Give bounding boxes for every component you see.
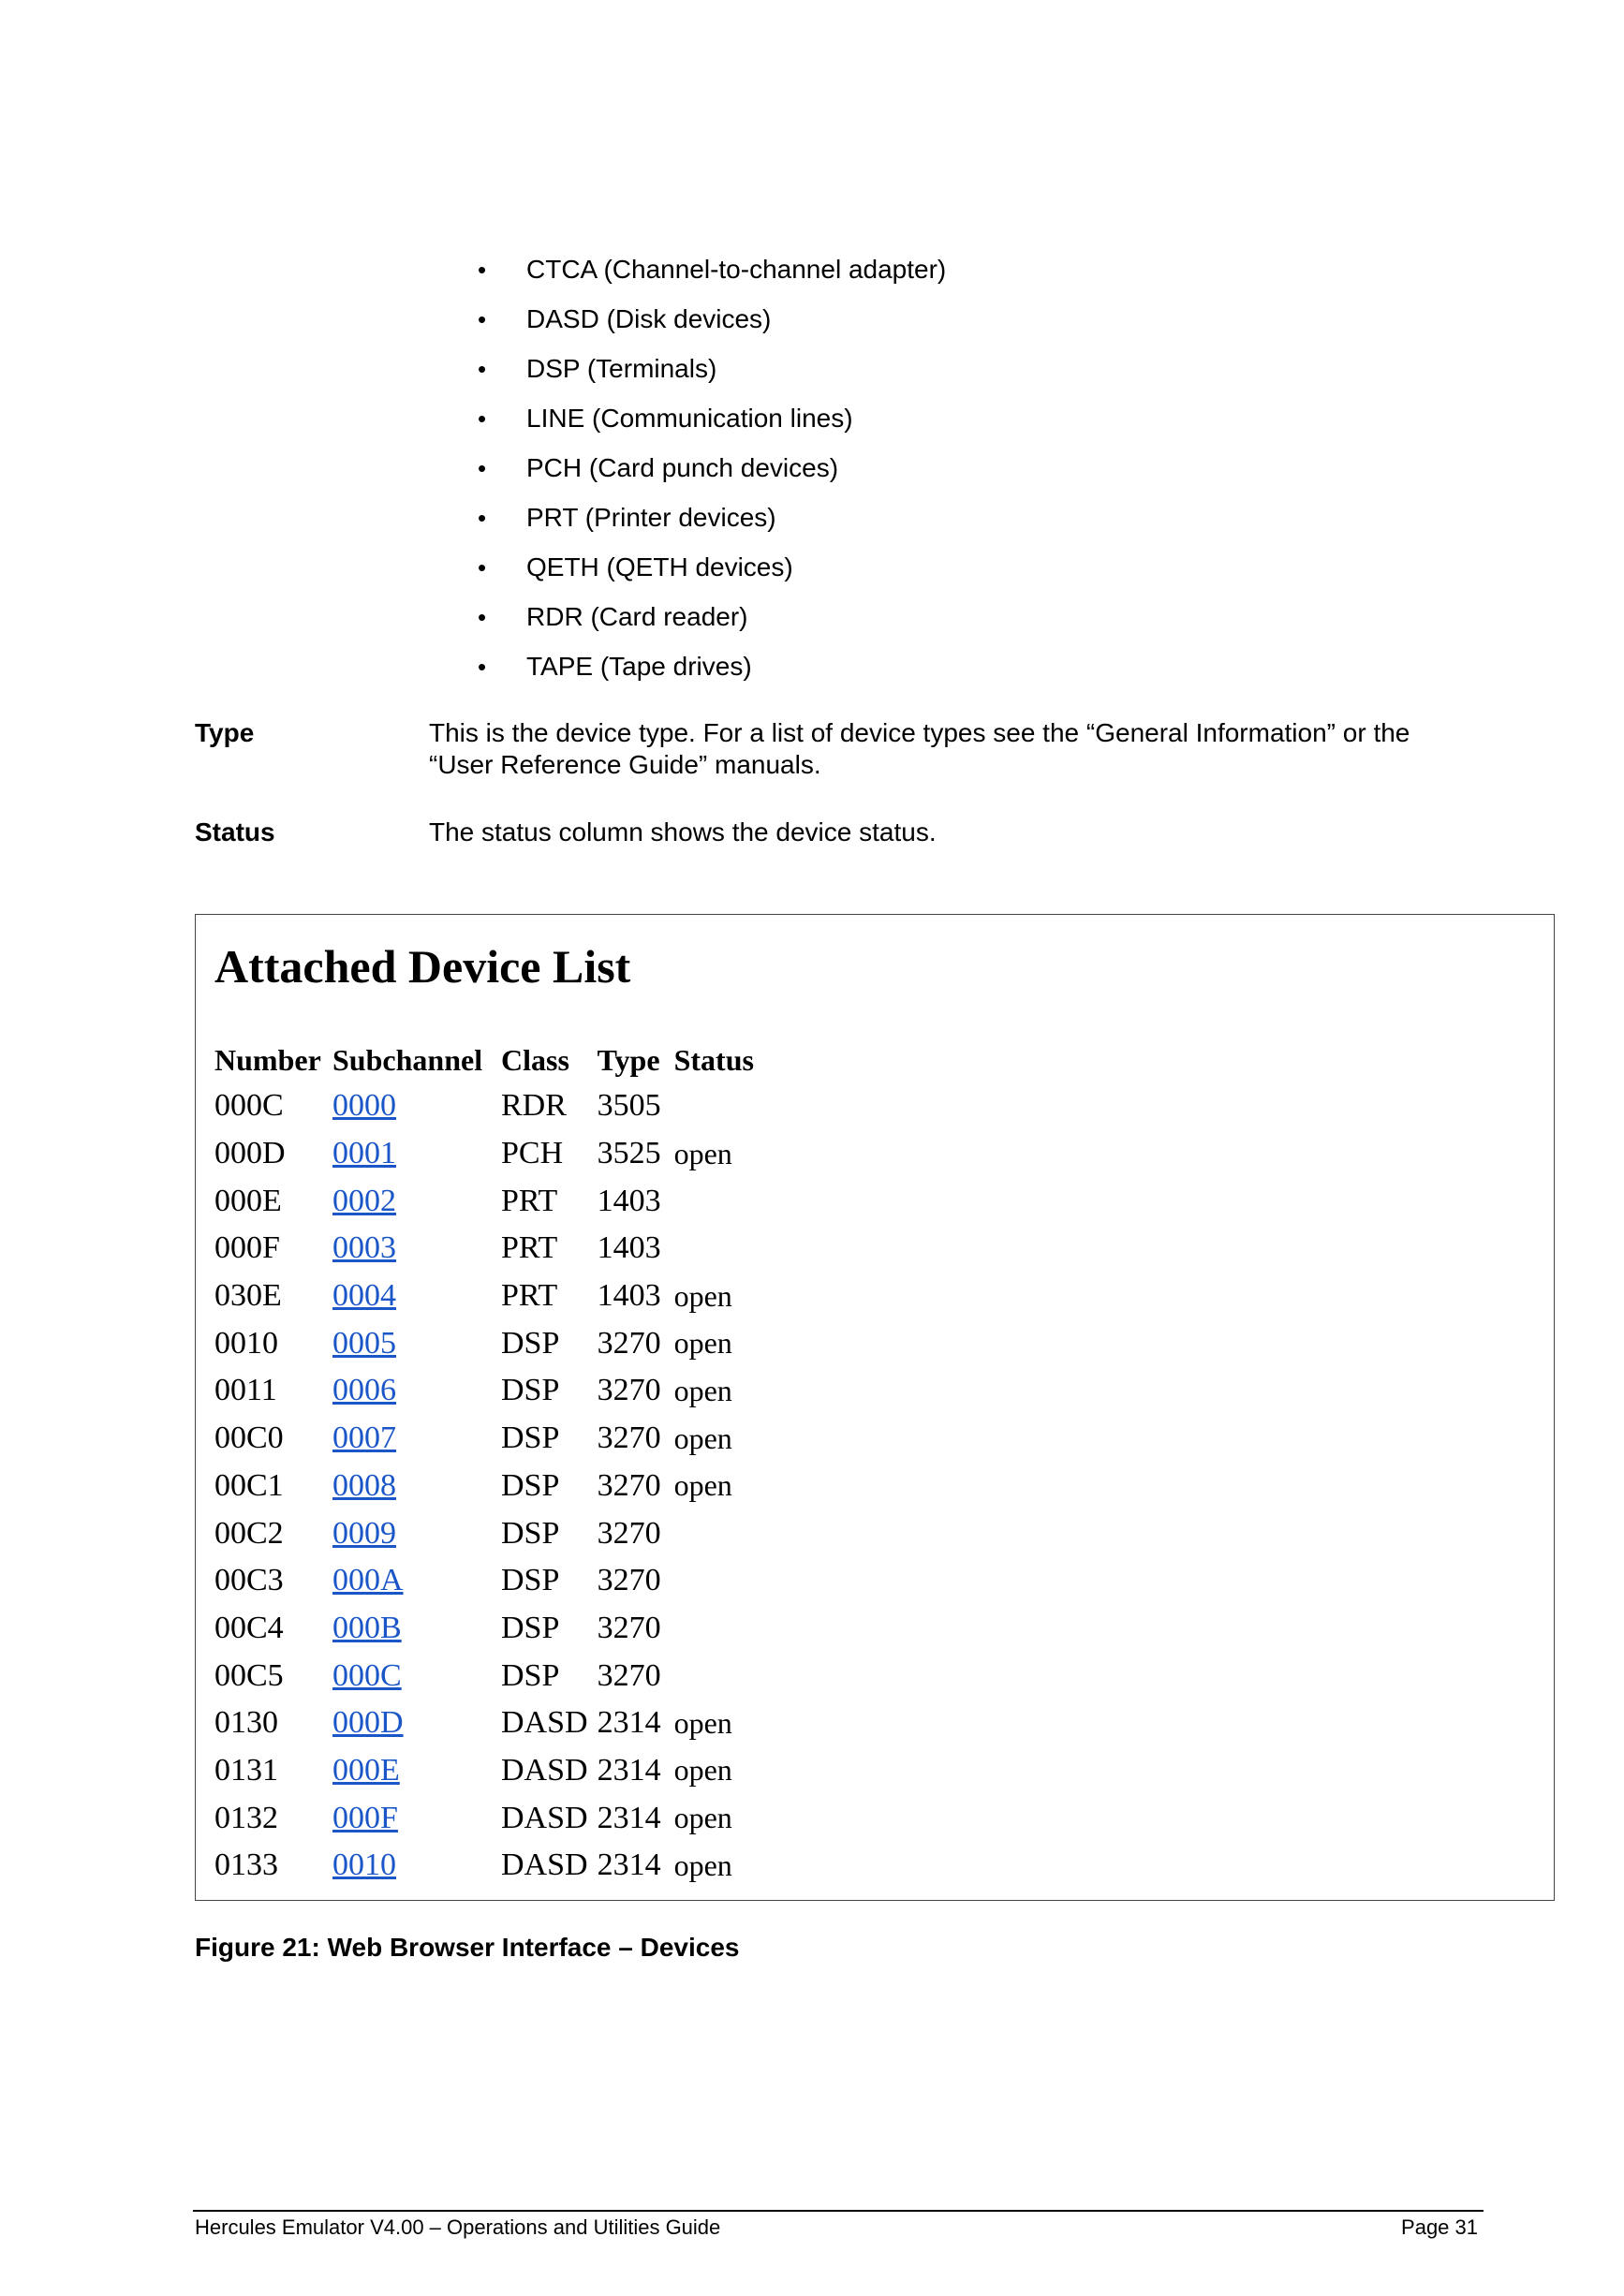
device-number-cell: 0010	[214, 1325, 278, 1361]
device-table-body	[211, 1082, 783, 1890]
definition-term: Type	[195, 718, 255, 747]
device-class-cell: DSP	[501, 1420, 560, 1456]
list-item: • DSP (Terminals)	[478, 350, 946, 400]
device-number-cell: 0131	[214, 1752, 278, 1788]
device-number-cell: 0132	[214, 1800, 278, 1835]
table-header-row	[211, 1038, 783, 1082]
subchannel-link[interactable]: 000D	[332, 1705, 404, 1741]
device-type-cell: 1403	[597, 1230, 661, 1266]
table-row	[211, 1557, 783, 1605]
device-status-cell	[671, 1509, 783, 1557]
device-class-cell: PRT	[501, 1183, 558, 1218]
subchannel-link[interactable]: 000E	[332, 1752, 400, 1788]
table-row	[211, 1700, 783, 1747]
subchannel-link[interactable]: 000B	[332, 1610, 402, 1645]
device-type-cell: 3270	[597, 1373, 661, 1408]
device-class-cell: DASD	[501, 1800, 588, 1835]
column-header-subchannel: Subchannel	[332, 1042, 483, 1077]
device-class-cell: DSP	[501, 1657, 560, 1693]
device-type-cell: 3270	[597, 1515, 661, 1551]
definition-description: This is the device type. For a list of device types see the “General Information” or the “User Reference Guide” manuals.	[429, 718, 1410, 779]
device-type-cell: 1403	[597, 1183, 661, 1218]
device-number-cell: 0130	[214, 1705, 278, 1741]
device-type-cell: 3270	[597, 1657, 661, 1693]
page-number: Page 31	[1401, 2215, 1478, 2239]
device-status-cell	[671, 1082, 783, 1130]
definition-description: The status column shows the device status.	[429, 817, 937, 846]
device-number-cell: 00C3	[214, 1563, 284, 1598]
figure-title: Attached Device List	[214, 940, 631, 993]
device-status-cell: open	[673, 1847, 732, 1882]
footer-title: Hercules Emulator V4.00 – Operations and Utilities Guide	[195, 2215, 721, 2239]
column-header-status: Status	[673, 1042, 754, 1077]
device-number-cell: 000E	[214, 1183, 282, 1218]
device-type-cell: 3505	[597, 1088, 661, 1124]
table-row	[211, 1842, 783, 1890]
table-row	[211, 1605, 783, 1653]
device-type-cell: 3270	[597, 1325, 661, 1361]
device-status-cell: open	[673, 1468, 732, 1503]
device-class-cell: DSP	[501, 1467, 560, 1503]
subchannel-link[interactable]: 0002	[332, 1183, 396, 1218]
device-class-cell: DSP	[501, 1325, 560, 1361]
subchannel-link[interactable]: 000F	[332, 1800, 398, 1835]
device-class-cell: DASD	[501, 1752, 588, 1788]
device-number-cell: 00C1	[214, 1467, 284, 1503]
list-item: • TAPE (Tape drives)	[478, 648, 946, 698]
device-class-cell: PCH	[501, 1136, 564, 1171]
device-class-cell: DSP	[501, 1610, 560, 1645]
device-class-cell: DSP	[501, 1373, 560, 1408]
device-number-cell: 0011	[214, 1373, 277, 1408]
device-class-list	[478, 251, 946, 698]
table-row	[211, 1794, 783, 1842]
subchannel-link[interactable]: 0003	[332, 1230, 396, 1266]
table-row	[211, 1177, 783, 1225]
device-number-cell: 00C2	[214, 1515, 284, 1551]
subchannel-link[interactable]: 0009	[332, 1515, 396, 1551]
device-type-cell: 1403	[597, 1278, 661, 1314]
device-class-cell: DSP	[501, 1515, 560, 1551]
device-type-cell: 3525	[597, 1136, 661, 1171]
device-status-cell: open	[673, 1801, 732, 1835]
definition-term: Status	[195, 817, 275, 846]
table-row	[211, 1367, 783, 1415]
device-class-cell: PRT	[501, 1278, 558, 1314]
device-number-cell: 030E	[214, 1278, 282, 1314]
list-item: • CTCA (Channel-to-channel adapter)	[478, 251, 946, 301]
table-row	[211, 1082, 783, 1130]
device-type-cell: 3270	[597, 1467, 661, 1503]
device-status-cell: open	[673, 1326, 732, 1361]
device-class-cell: DASD	[501, 1705, 588, 1741]
table-row	[211, 1225, 783, 1273]
table-row	[211, 1319, 783, 1367]
device-status-cell: open	[673, 1136, 732, 1170]
device-class-cell: DSP	[501, 1563, 560, 1598]
subchannel-link[interactable]: 000C	[332, 1657, 402, 1693]
table-row	[211, 1130, 783, 1178]
subchannel-link[interactable]: 0007	[332, 1420, 396, 1456]
device-number-cell: 000C	[214, 1088, 284, 1124]
table-row	[211, 1509, 783, 1557]
device-class-cell: PRT	[501, 1230, 558, 1266]
device-number-cell: 0133	[214, 1847, 278, 1883]
device-type-cell: 2314	[597, 1847, 661, 1883]
subchannel-link[interactable]: 0004	[332, 1278, 396, 1314]
subchannel-link[interactable]: 0008	[332, 1467, 396, 1503]
device-class-cell: DASD	[501, 1847, 588, 1883]
table-row	[211, 1747, 783, 1795]
device-status-cell	[671, 1652, 783, 1700]
column-header-type: Type	[597, 1042, 660, 1077]
device-list-figure	[195, 914, 1555, 1901]
device-type-cell: 3270	[597, 1420, 661, 1456]
subchannel-link[interactable]: 000A	[332, 1563, 404, 1598]
list-item: • LINE (Communication lines)	[478, 400, 946, 449]
device-type-cell: 2314	[597, 1800, 661, 1835]
device-number-cell: 00C5	[214, 1657, 284, 1693]
device-status-cell: open	[673, 1420, 732, 1455]
device-type-cell: 3270	[597, 1610, 661, 1645]
figure-caption: Figure 21: Web Browser Interface – Devices	[195, 1933, 740, 1962]
device-type-cell: 3270	[597, 1563, 661, 1598]
subchannel-link[interactable]: 0000	[332, 1088, 396, 1124]
device-status-cell: open	[673, 1705, 732, 1740]
footer-divider	[193, 2210, 1484, 2212]
column-header-number: Number	[214, 1042, 321, 1077]
list-item: • PCH (Card punch devices)	[478, 449, 946, 499]
device-status-cell	[671, 1557, 783, 1605]
table-row	[211, 1273, 783, 1320]
table-row	[211, 1463, 783, 1510]
device-number-cell: 000D	[214, 1136, 286, 1171]
device-number-cell: 00C4	[214, 1610, 284, 1645]
list-item: • RDR (Card reader)	[478, 598, 946, 648]
device-status-cell	[671, 1225, 783, 1273]
device-status-cell: open	[673, 1373, 732, 1407]
list-item: • DASD (Disk devices)	[478, 301, 946, 350]
subchannel-link[interactable]: 0006	[332, 1373, 396, 1408]
subchannel-link[interactable]: 0005	[332, 1325, 396, 1361]
device-number-cell: 00C0	[214, 1420, 284, 1456]
device-status-cell: open	[673, 1753, 732, 1788]
column-header-class: Class	[501, 1042, 569, 1077]
device-status-cell	[671, 1605, 783, 1653]
device-table	[211, 1038, 783, 1890]
table-row	[211, 1415, 783, 1463]
device-class-cell: RDR	[501, 1088, 567, 1124]
device-status-cell	[671, 1177, 783, 1225]
list-item: • QETH (QETH devices)	[478, 549, 946, 598]
device-status-cell: open	[673, 1278, 732, 1313]
device-type-cell: 2314	[597, 1705, 661, 1741]
table-row	[211, 1652, 783, 1700]
device-number-cell: 000F	[214, 1230, 280, 1266]
subchannel-link[interactable]: 0010	[332, 1847, 396, 1883]
subchannel-link[interactable]: 0001	[332, 1136, 396, 1171]
list-item: • PRT (Printer devices)	[478, 499, 946, 549]
device-type-cell: 2314	[597, 1752, 661, 1788]
